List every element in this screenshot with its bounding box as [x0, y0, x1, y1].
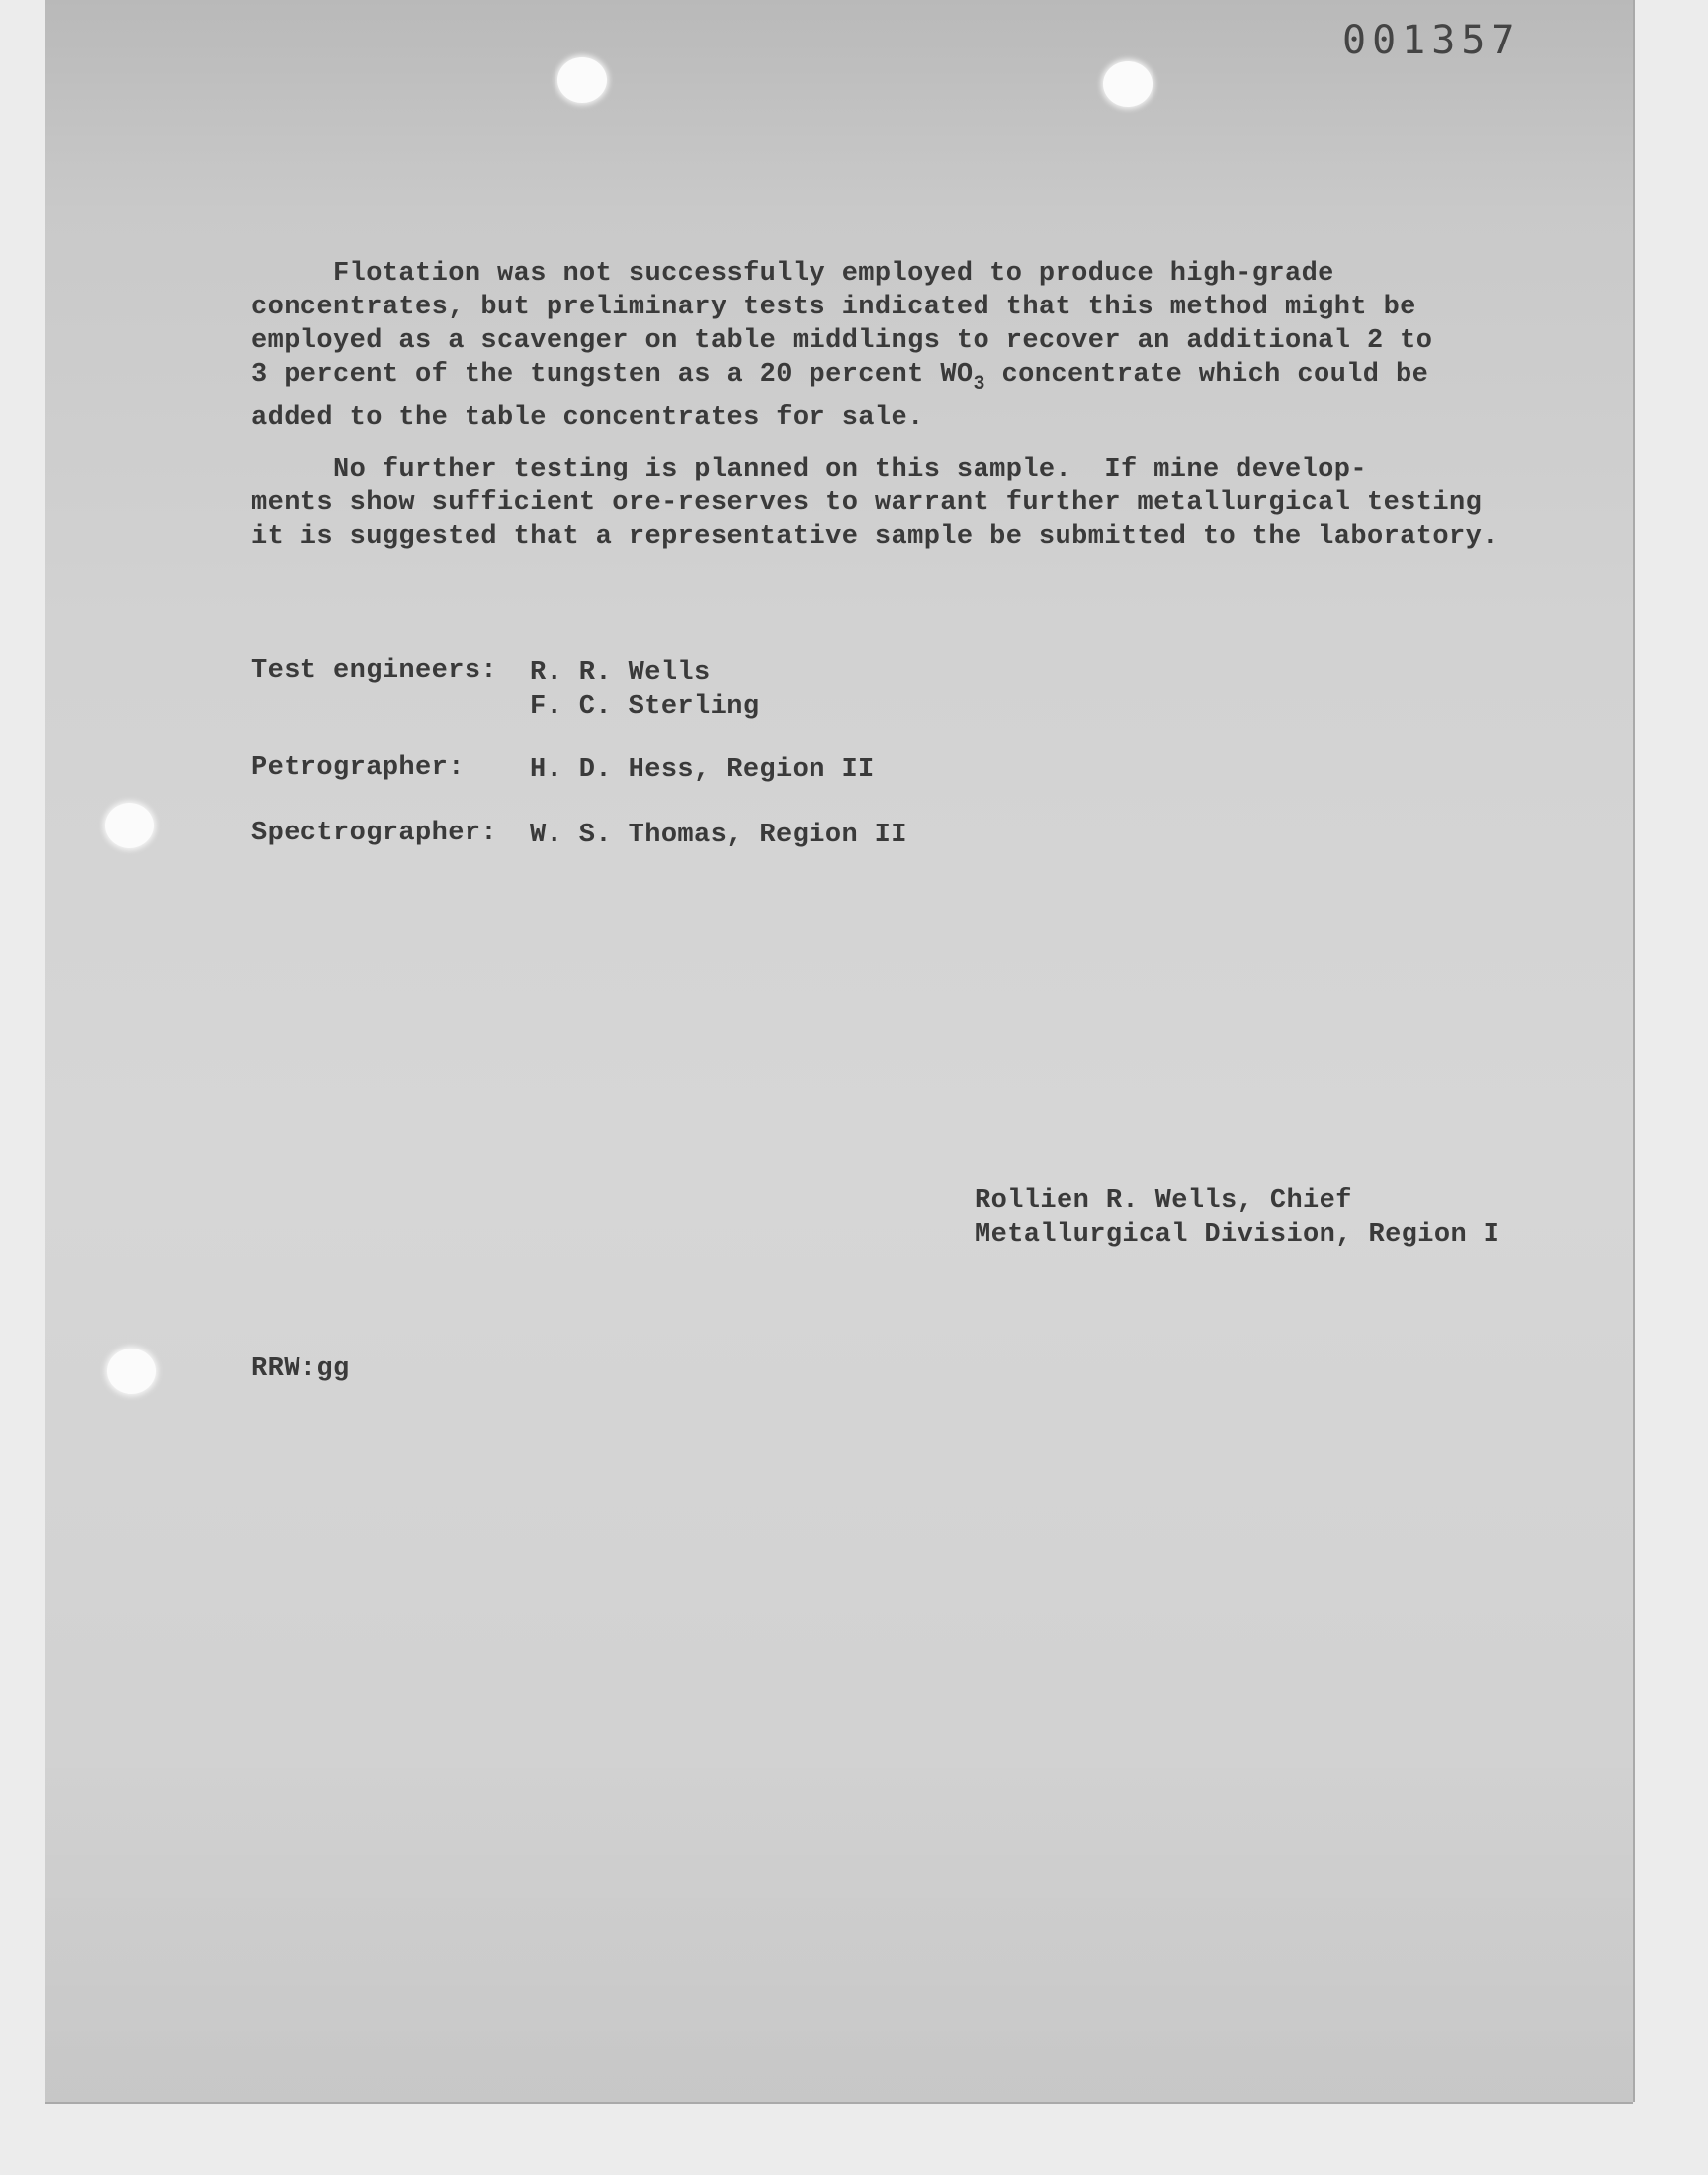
- paragraph-line: Flotation was not successfully employed to produce high-grade: [251, 259, 1334, 289]
- signature-name: Rollien R. Wells, Chief: [975, 1186, 1352, 1216]
- paragraph-line: ments show sufficient ore-reserves to warrant further metallurgical testing: [251, 488, 1483, 518]
- paragraph-line: employed as a scavenger on table middlings to recover an additional 2 to: [251, 326, 1433, 356]
- punch-hole-left-upper: [105, 803, 154, 848]
- credit-name: R. R. Wells: [530, 658, 711, 688]
- credit-role: Test engineers:: [251, 656, 498, 686]
- paragraph-line: No further testing is planned on this sample. If mine develop-: [251, 455, 1367, 484]
- credit-petrographer: [251, 753, 1338, 787]
- typist-initials: RRW:gg: [251, 1354, 350, 1384]
- formula-base: WO: [940, 360, 974, 390]
- paragraph-line-formula: [251, 358, 1536, 401]
- paragraph-flotation: [251, 257, 1536, 435]
- line-text: 3 percent of the tungsten as a 20 percent: [251, 360, 941, 390]
- formula-subscript: 3: [973, 373, 985, 395]
- credit-names: [530, 819, 907, 852]
- credit-name: F. C. Sterling: [530, 692, 760, 722]
- signature-block: [975, 1184, 1499, 1252]
- credit-names: [530, 753, 875, 787]
- punch-hole-top-left: [557, 57, 607, 103]
- document-page: [45, 0, 1633, 2102]
- credit-names: [530, 656, 759, 724]
- credit-role: Petrographer:: [251, 753, 465, 783]
- credit-name: H. D. Hess, Region II: [530, 755, 875, 785]
- credit-spectrographer: [251, 819, 1338, 852]
- paragraph-further-testing: [251, 453, 1536, 554]
- punch-hole-top-right: [1103, 61, 1153, 107]
- credit-test-engineers: [251, 656, 1338, 724]
- document-number: 001357: [1342, 18, 1521, 63]
- paragraph-line: it is suggested that a representative sample be submitted to the laboratory.: [251, 522, 1498, 552]
- punch-hole-left-lower: [107, 1348, 156, 1394]
- credit-role: Spectrographer:: [251, 819, 498, 848]
- signature-title: Metallurgical Division, Region I: [975, 1220, 1500, 1250]
- line-text: concentrate which could be: [984, 360, 1429, 390]
- credits-list: [251, 656, 1338, 884]
- credit-name: W. S. Thomas, Region II: [530, 821, 907, 850]
- paragraph-line: concentrates, but preliminary tests indicated that this method might be: [251, 293, 1416, 322]
- paragraph-line: added to the table concentrates for sale.: [251, 403, 924, 433]
